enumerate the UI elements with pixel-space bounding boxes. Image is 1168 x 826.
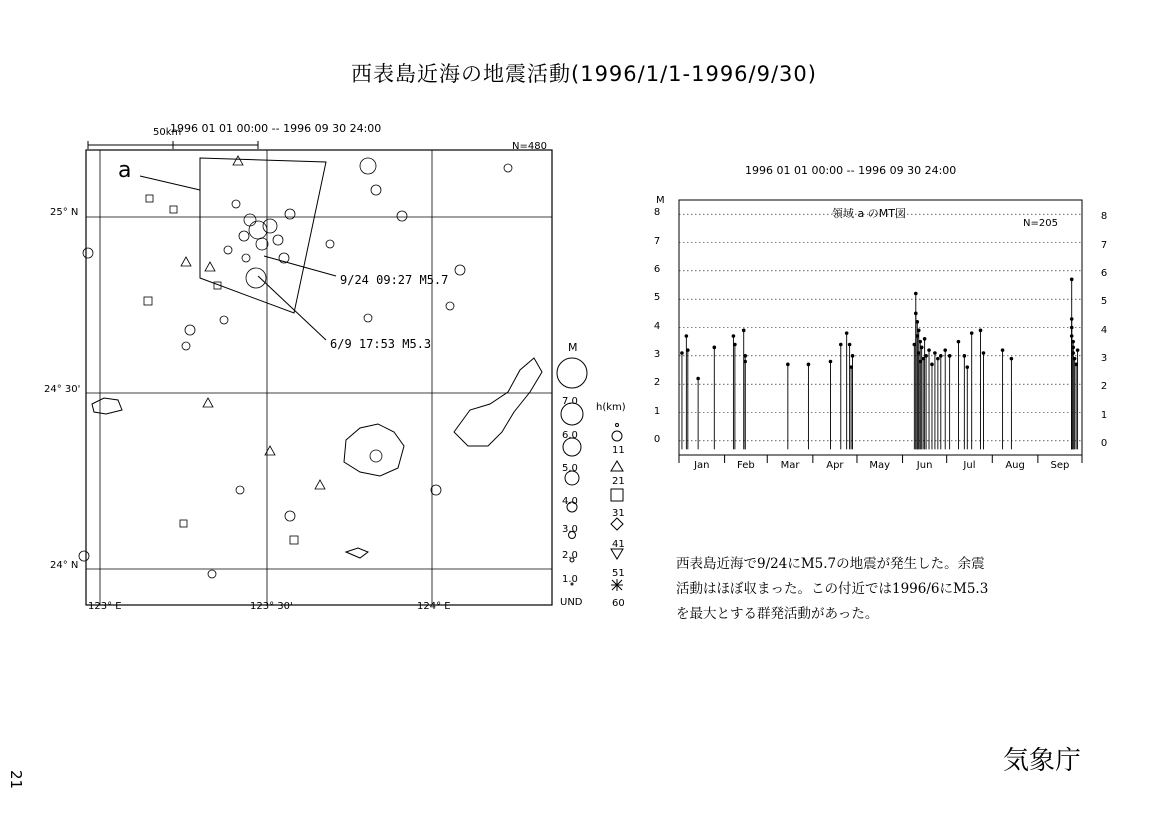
mt-ytick-left: 2 (653, 377, 661, 389)
depth-legend-header: h(km) (596, 402, 626, 413)
lon-label-124e: 124° E (417, 601, 451, 612)
map-count-label: N=480 (512, 141, 547, 152)
mt-point (1076, 348, 1080, 352)
mt-point (685, 334, 689, 338)
yonaguni-island (92, 398, 122, 414)
mt-ytick-right: 1 (1100, 409, 1108, 421)
mt-point (732, 334, 736, 338)
mag-legend-1: 1.0 (562, 574, 578, 585)
mt-point (696, 377, 700, 381)
page-number: 21 (7, 770, 25, 790)
mt-month-label: Feb (737, 460, 755, 471)
mt-point (1071, 351, 1075, 355)
mt-point (920, 346, 924, 350)
lat-label-24-30: 24° 30' (44, 384, 81, 395)
mt-point (1070, 326, 1074, 330)
map-scale-label: 50km (153, 127, 182, 138)
epicenter-squares (144, 195, 298, 544)
mt-point (933, 351, 937, 355)
mt-month-label: Jun (916, 460, 933, 471)
mt-point (963, 354, 967, 358)
mt-ytick-right: 5 (1100, 296, 1108, 308)
mt-ytick-left: 3 (653, 348, 661, 360)
mt-point (1071, 346, 1075, 350)
region-a-leader (140, 176, 200, 190)
mt-point (918, 340, 922, 344)
mt-ytick-right: 7 (1100, 239, 1108, 251)
annotation-jun9-quake: 6/9 17:53 M5.3 (330, 337, 432, 351)
mt-point (924, 354, 928, 358)
depth-legend-21: 21 (612, 476, 625, 487)
mt-ytick-right: 6 (1100, 267, 1108, 279)
mt-point (1070, 334, 1074, 338)
mt-point (733, 343, 737, 347)
ishigaki-island (454, 358, 542, 446)
mt-point (1001, 348, 1005, 352)
mt-ytick-left: 1 (653, 405, 661, 417)
mt-point (1071, 340, 1075, 344)
mt-point (982, 351, 986, 355)
mt-ytick-left: 0 (653, 433, 661, 445)
mt-point (914, 312, 918, 316)
mt-ytick-right: 8 (1100, 211, 1108, 223)
mt-point (914, 292, 918, 296)
epicenter-triangles (181, 156, 325, 489)
magnitude-legend-header: M (568, 341, 578, 354)
mt-point (930, 363, 934, 367)
annotation-leader-sep24 (264, 256, 336, 276)
mt-ytick-right: 4 (1100, 324, 1108, 336)
mt-chart-title: 領域 a のMT図 (832, 207, 906, 220)
mt-point (979, 329, 983, 333)
description-text: 西表島近海で9/24にM5.7の地震が発生した。余震活動はほぼ収まった。この付近では1996/6にM5.3を最大とする群発活動があった。 (676, 556, 989, 622)
mag-legend-5: 5.0 (562, 463, 578, 474)
mag-legend-und: UND (560, 597, 583, 608)
mt-month-label: Jul (963, 460, 976, 471)
mt-month-label: Mar (780, 460, 800, 471)
mt-point (839, 343, 843, 347)
mt-point (680, 351, 684, 355)
mt-point (917, 329, 921, 333)
mt-point (970, 331, 974, 335)
lat-label-24n: 24° N (50, 560, 79, 571)
mt-ytick-right: 0 (1100, 437, 1108, 449)
mt-ytick-right: 2 (1100, 381, 1108, 393)
mt-y-axis-label: M (656, 195, 665, 206)
annotation-sep24-quake: 9/24 09:27 M5.7 (340, 273, 449, 287)
mt-point (851, 354, 855, 358)
mt-month-label: Aug (1005, 460, 1025, 471)
magnitude-legend-symbols (557, 358, 587, 585)
mt-point (939, 354, 943, 358)
mt-point (943, 348, 947, 352)
mt-ytick-left: 7 (653, 235, 661, 247)
map-period-label: 1996 01 01 00:00 -- 1996 09 30 24:00 (170, 122, 382, 135)
hateruma-island (346, 548, 368, 558)
mt-point (686, 348, 690, 352)
mt-point (807, 363, 811, 367)
lon-label-123e: 123° E (88, 601, 122, 612)
lon-label-123-30: 123° 30' (250, 601, 293, 612)
depth-legend-51: 51 (612, 568, 625, 579)
mt-point (936, 357, 940, 361)
mt-month-label: Apr (826, 460, 844, 471)
mt-point (1070, 278, 1074, 282)
mt-point (927, 348, 931, 352)
mt-month-label: May (869, 460, 891, 471)
mt-point (742, 329, 746, 333)
mt-ytick-right: 3 (1100, 352, 1108, 364)
mag-legend-7: 7.0 (562, 396, 578, 407)
mt-point (965, 365, 969, 369)
mag-legend-6: 6.0 (562, 430, 578, 441)
mag-legend-3: 3.0 (562, 524, 578, 535)
mt-point (829, 360, 833, 364)
mt-chart (679, 200, 1082, 463)
mag-legend-4: 4.0 (562, 496, 578, 507)
mt-count-label: N=205 (1023, 218, 1058, 229)
mt-period-label: 1996 01 01 00:00 -- 1996 09 30 24:00 (745, 164, 957, 177)
depth-legend-symbols (611, 424, 623, 592)
depth-legend-41: 41 (612, 539, 625, 550)
mt-point (1070, 317, 1074, 321)
page-title: 西表島近海の地震活動(1996/1/1-1996/9/30) (351, 62, 817, 86)
mt-point (923, 337, 927, 341)
mt-ytick-left: 8 (653, 207, 661, 219)
mt-point (743, 360, 747, 364)
mt-point (845, 331, 849, 335)
mt-point (1073, 357, 1077, 361)
mt-month-label: Jan (694, 460, 710, 471)
region-a-outline (200, 158, 326, 313)
depth-legend-60: 60 (612, 598, 625, 609)
mt-point (786, 363, 790, 367)
map-frame (86, 150, 552, 605)
mt-point (957, 340, 961, 344)
agency-name: 気象庁 (1003, 746, 1082, 776)
mt-month-label: Sep (1050, 460, 1070, 471)
depth-legend-11: 11 (612, 445, 625, 456)
annotation-leader-jun9 (258, 276, 326, 340)
mt-point (915, 320, 919, 324)
mt-point (848, 343, 852, 347)
mt-ytick-left: 4 (653, 320, 661, 332)
mt-point (1010, 357, 1014, 361)
mag-legend-2: 2.0 (562, 550, 578, 561)
epicenter-cluster (79, 158, 512, 578)
mt-point (743, 354, 747, 358)
region-a-label: a (118, 158, 132, 183)
lat-label-25n: 25° N (50, 207, 79, 218)
depth-legend-31: 31 (612, 508, 625, 519)
mt-ytick-left: 6 (653, 263, 661, 275)
mt-point (712, 346, 716, 350)
mt-point (948, 354, 952, 358)
mt-ytick-left: 5 (653, 292, 661, 304)
